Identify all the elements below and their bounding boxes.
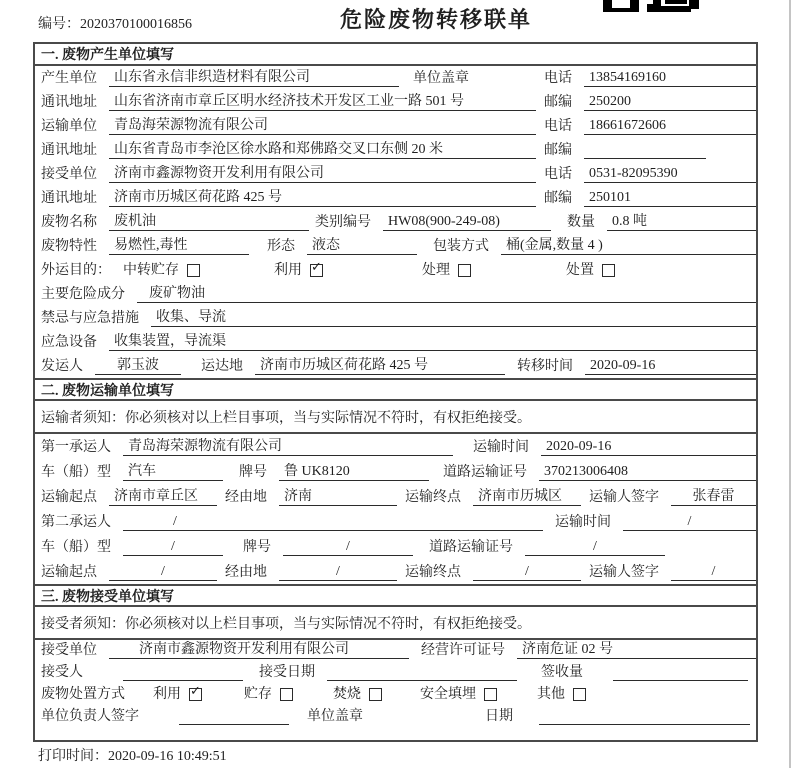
sender-label: 发运人 xyxy=(41,359,83,374)
produce-zip-value: 250200 xyxy=(584,93,756,111)
origin2-value: / xyxy=(109,563,217,581)
vehicle1-value: 汽车 xyxy=(123,463,223,481)
transfer-time-value: 2020-09-16 xyxy=(585,357,756,375)
transport-address-value: 山东省青岛市李沧区徐水路和郑佛路交叉口东侧 20 米 xyxy=(109,141,536,159)
receive-unit-value: 济南市鑫源物资开发利用有限公司 xyxy=(109,165,536,183)
produce-unit-value: 山东省永信非织造材料有限公司 xyxy=(109,69,399,87)
road-license-label: 道路运输证号 xyxy=(443,465,527,480)
checkbox-checked xyxy=(310,260,323,277)
zip-label: 邮编 xyxy=(544,143,572,158)
receive-unit-label: 接受单位 xyxy=(41,167,97,182)
phone-label: 电话 xyxy=(544,71,572,86)
character-value: 易燃性,毒性 xyxy=(109,237,249,255)
category-label: 类别编号 xyxy=(315,215,371,230)
carrier-sign-label: 运输人签字 xyxy=(589,565,659,580)
print-time-row xyxy=(38,745,227,765)
receiver-row xyxy=(35,662,756,684)
producer-address-row xyxy=(35,90,756,114)
address-label: 通讯地址 xyxy=(41,191,97,206)
option-label: 处理 xyxy=(422,263,450,278)
manager-sign-value xyxy=(179,707,289,725)
transport-phone-value: 18661672606 xyxy=(584,117,756,135)
produce-phone-value: 13854169160 xyxy=(584,69,756,87)
transport-time2-value: / xyxy=(623,513,756,531)
purpose-option-storage xyxy=(123,262,200,279)
first-carrier-row xyxy=(35,434,756,459)
transport-unit-row xyxy=(35,114,756,138)
plate2-value: / xyxy=(283,538,413,556)
disposal-option-landfill xyxy=(420,686,497,703)
via-label: 经由地 xyxy=(225,490,267,505)
option-label: 中转贮存 xyxy=(123,263,179,278)
plate-label: 牌号 xyxy=(243,540,271,555)
terminal2-value: / xyxy=(473,563,581,581)
address-label: 通讯地址 xyxy=(41,95,97,110)
carrier-sign2-value: / xyxy=(671,563,756,581)
producer-unit-row xyxy=(35,66,756,90)
disposal-option-other xyxy=(537,686,586,703)
plate-label: 牌号 xyxy=(239,465,267,480)
quantity-value: 0.8 吨 xyxy=(607,213,756,231)
checkbox-unchecked xyxy=(369,688,382,701)
receive-date-value xyxy=(327,663,517,681)
waste-character-row xyxy=(35,234,756,258)
serial-label: 编号： xyxy=(38,17,80,32)
section-3-header: 三. 废物接受单位填写 xyxy=(35,584,756,607)
date-label: 日期 xyxy=(485,709,513,724)
zip-label: 邮编 xyxy=(544,191,572,206)
transport-time-label: 运输时间 xyxy=(555,515,611,530)
carrier1-label: 第一承运人 xyxy=(41,440,111,455)
option-label: 利用 xyxy=(274,263,302,278)
receiver-notice-row xyxy=(35,607,756,640)
taboo-value: 收集、导流 xyxy=(151,309,756,327)
character-label: 废物特性 xyxy=(41,239,97,254)
purpose-option-treat xyxy=(422,262,471,279)
transport-address-row xyxy=(35,138,756,162)
option-label: 焚烧 xyxy=(333,687,361,702)
receive-phone-value: 0531-82095390 xyxy=(584,165,756,183)
transfer-time-label: 转移时间 xyxy=(517,359,573,374)
vehicle-label: 车（船）型 xyxy=(41,540,111,555)
phone-label: 电话 xyxy=(544,167,572,182)
carrier2-label: 第二承运人 xyxy=(41,515,111,530)
sender-value: 郭玉波 xyxy=(95,357,181,375)
transport-zip-value xyxy=(584,141,706,159)
date-value xyxy=(539,707,750,725)
manifest-table xyxy=(33,42,758,742)
transport-unit-label: 运输单位 xyxy=(41,119,97,134)
check-mark-icon: ✓ xyxy=(311,260,322,275)
disposal-method-row xyxy=(35,684,756,706)
receiver-address-row xyxy=(35,186,756,210)
origin-label: 运输起点 xyxy=(41,490,97,505)
receiver-notice: 接受者须知：你必须核对以上栏目事项，当与实际情况不符时，有权拒绝接受。 xyxy=(41,616,531,632)
receiver-value xyxy=(123,663,243,681)
receipt-qty-value xyxy=(613,663,748,681)
right-col xyxy=(544,69,756,87)
emergency-equipment-row xyxy=(35,330,756,354)
transporter-notice: 运输者须知：你必须核对以上栏目事项，当与实际情况不符时，有权拒绝接受。 xyxy=(41,410,531,426)
carrier-sign1-value: 张春雷 xyxy=(671,488,756,506)
accept-unit-row xyxy=(35,640,756,662)
option-label: 贮存 xyxy=(244,687,272,702)
receive-unit-label: 接受单位 xyxy=(41,643,97,658)
produce-address-value: 山东省济南市章丘区明水经济技术开发区工业一路 501 号 xyxy=(109,93,536,111)
destination-label: 运达地 xyxy=(201,359,243,374)
via-label: 经由地 xyxy=(225,565,267,580)
second-carrier-row xyxy=(35,509,756,534)
disposal-label: 废物处置方式 xyxy=(41,687,125,702)
waste-name-label: 废物名称 xyxy=(41,215,97,230)
option-label: 其他 xyxy=(537,687,565,702)
package-value: 桶(金属,数量 4 ) xyxy=(501,237,756,255)
form-value: 液态 xyxy=(307,237,417,255)
transporter-notice-row xyxy=(35,401,756,434)
terminal-label: 运输终点 xyxy=(405,565,461,580)
receiver-unit-row xyxy=(35,162,756,186)
hazard-label: 主要危险成分 xyxy=(41,287,125,302)
zip-label: 邮编 xyxy=(544,95,572,110)
quantity-label: 数量 xyxy=(567,215,595,230)
permit-label: 经营许可证号 xyxy=(421,643,505,658)
right-col xyxy=(544,165,756,183)
manager-sign-row xyxy=(35,706,756,728)
road-license2-value: / xyxy=(525,538,665,556)
checkbox-unchecked xyxy=(602,264,615,277)
receive-date-label: 接受日期 xyxy=(259,665,315,680)
vehicle-label: 车（船）型 xyxy=(41,465,111,480)
destination-value: 济南市历城区荷花路 425 号 xyxy=(255,357,505,375)
address-label: 通讯地址 xyxy=(41,143,97,158)
plate1-value: 鲁 UK8120 xyxy=(279,463,429,481)
carrier2-value: / xyxy=(123,513,543,531)
checkbox-checked xyxy=(189,684,202,701)
hazard-component-row xyxy=(35,282,756,306)
waste-name-value: 废机油 xyxy=(109,213,309,231)
page-title: 危险废物转移联单 xyxy=(339,7,532,32)
right-col xyxy=(544,141,756,159)
transport-unit-value: 青岛海荣源物流有限公司 xyxy=(109,117,536,135)
receipt-qty-label: 签收量 xyxy=(541,665,583,680)
vehicle2-value: / xyxy=(123,538,223,556)
option-label: 利用 xyxy=(153,687,181,702)
receive-zip-value: 250101 xyxy=(584,189,756,207)
phone-label: 电话 xyxy=(544,119,572,134)
print-time-value: 2020-09-16 10:49:51 xyxy=(108,749,227,764)
purpose-option-dispose xyxy=(566,262,615,279)
via1-value: 济南 xyxy=(279,488,397,506)
road-license1-value: 370213006408 xyxy=(539,463,756,481)
manager-sign-label: 单位负责人签字 xyxy=(41,709,139,724)
section-2-header: 二. 废物运输单位填写 xyxy=(35,378,756,401)
right-col xyxy=(544,117,756,135)
hazard-value: 废矿物油 xyxy=(137,285,756,303)
unit-seal-label: 单位盖章 xyxy=(307,709,363,724)
form-label: 形态 xyxy=(267,239,295,254)
section-1-header: 一. 废物产生单位填写 xyxy=(35,44,756,66)
package-label: 包装方式 xyxy=(433,239,489,254)
equipment-label: 应急设备 xyxy=(41,335,97,350)
check-mark-icon: ✓ xyxy=(190,684,201,699)
carrier-sign-label: 运输人签字 xyxy=(589,490,659,505)
waste-name-row xyxy=(35,210,756,234)
receive-address-value: 济南市历城区荷花路 425 号 xyxy=(109,189,536,207)
option-label: 安全填埋 xyxy=(420,687,476,702)
checkbox-unchecked xyxy=(573,688,586,701)
terminal-label: 运输终点 xyxy=(405,490,461,505)
purpose-label: 外运目的： xyxy=(41,263,111,278)
unit-seal-label: 单位盖章 xyxy=(413,71,469,86)
receive-unit-value: 济南市鑫源物资开发利用有限公司 xyxy=(109,641,409,659)
checkbox-unchecked xyxy=(187,264,200,277)
taboo-measures-row xyxy=(35,306,756,330)
print-time-label: 打印时间： xyxy=(38,749,108,764)
terminal1-value: 济南市历城区 xyxy=(473,488,581,506)
via2-value: / xyxy=(279,563,397,581)
taboo-label: 禁忌与应急措施 xyxy=(41,311,139,326)
sender-row xyxy=(35,354,756,378)
right-col xyxy=(544,93,756,111)
vehicle2-row xyxy=(35,534,756,559)
option-label: 处置 xyxy=(566,263,594,278)
receiver-label: 接受人 xyxy=(41,665,83,680)
route2-row xyxy=(35,559,756,584)
checkbox-unchecked xyxy=(484,688,497,701)
road-license-label: 道路运输证号 xyxy=(429,540,513,555)
transport-time-label: 运输时间 xyxy=(473,440,529,455)
right-col xyxy=(544,189,756,207)
equipment-value: 收集装置，导流渠 xyxy=(109,333,756,351)
qr-code-fragment-icon xyxy=(603,0,699,12)
disposal-option-utilize xyxy=(153,686,202,703)
page-edge-line xyxy=(789,0,791,768)
origin-label: 运输起点 xyxy=(41,565,97,580)
checkbox-unchecked xyxy=(458,264,471,277)
origin1-value: 济南市章丘区 xyxy=(109,488,217,506)
checkbox-unchecked xyxy=(280,688,293,701)
vehicle1-row xyxy=(35,459,756,484)
purpose-option-utilize xyxy=(274,262,323,279)
category-code-value: HW08(900-249-08) xyxy=(383,213,551,231)
disposal-option-incinerate xyxy=(333,686,382,703)
carrier1-value: 青岛海荣源物流有限公司 xyxy=(123,438,453,456)
permit-no-value: 济南危证 02 号 xyxy=(517,641,756,659)
transport-time1-value: 2020-09-16 xyxy=(541,438,756,456)
transfer-purpose-row xyxy=(35,258,756,282)
produce-unit-label: 产生单位 xyxy=(41,71,97,86)
serial-number: 2020370100016856 xyxy=(80,17,192,32)
disposal-option-storage xyxy=(244,686,293,703)
route1-row xyxy=(35,484,756,509)
